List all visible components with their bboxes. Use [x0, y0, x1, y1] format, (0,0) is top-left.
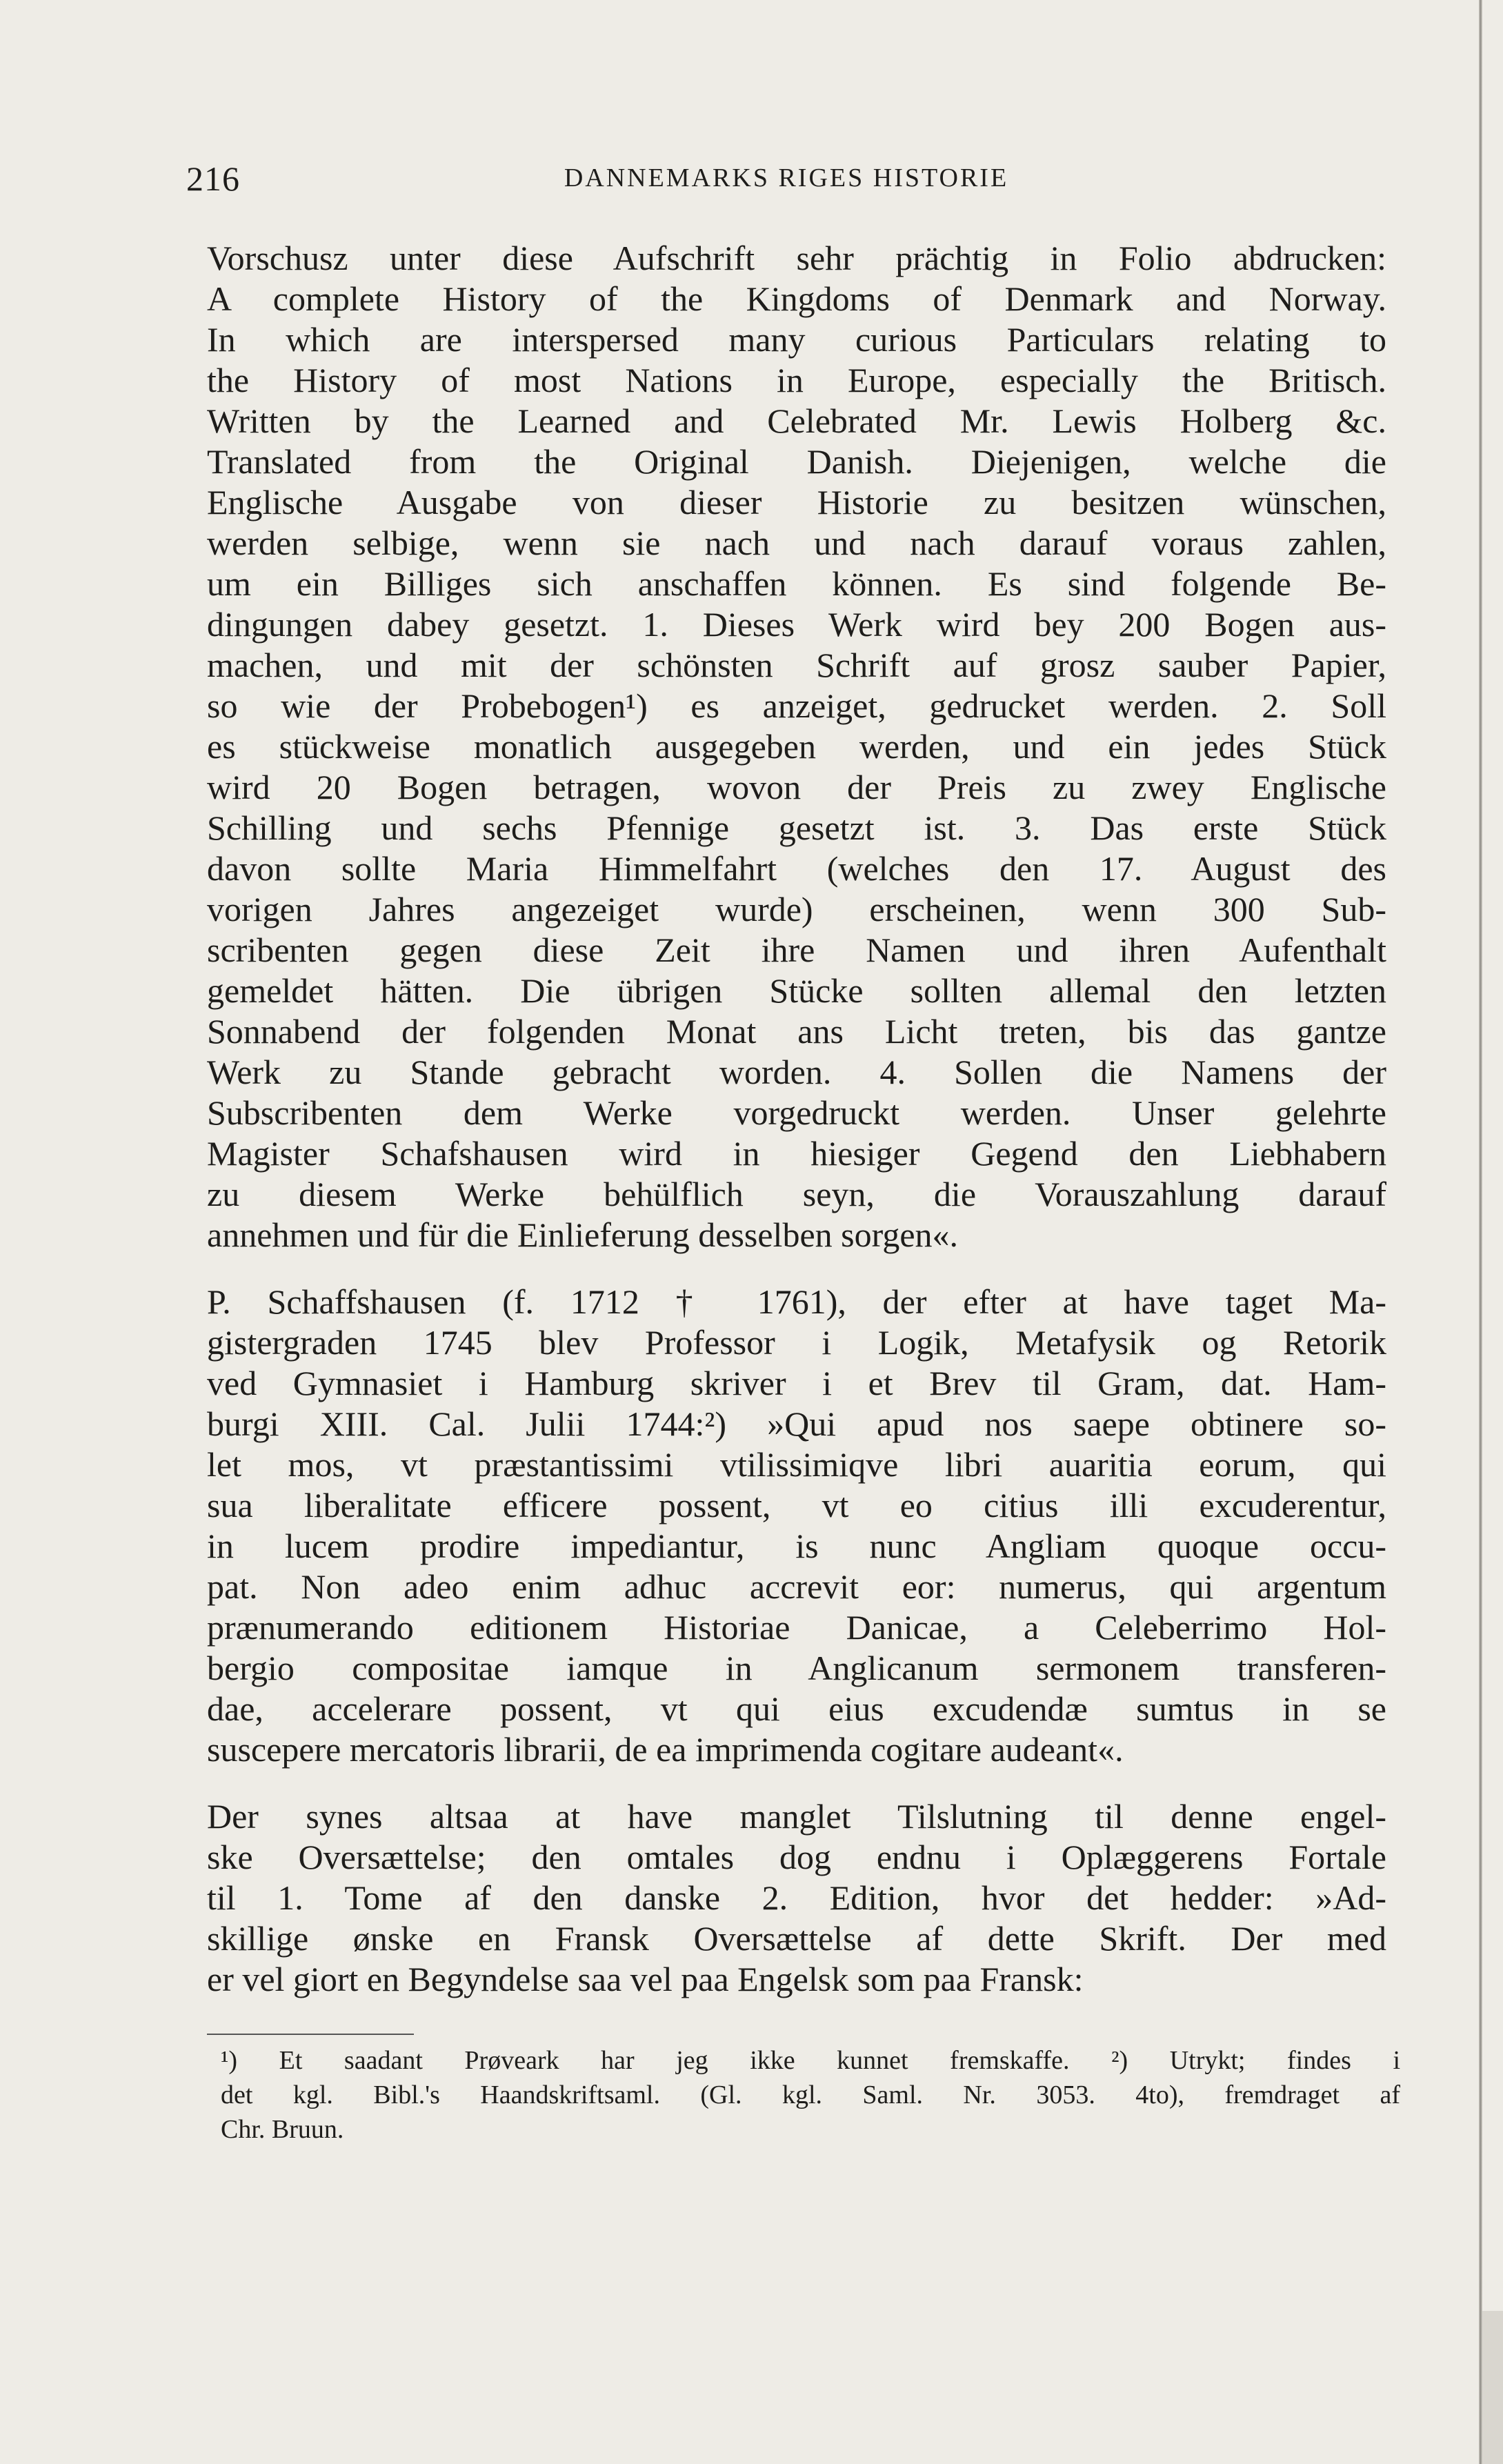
text-line: in lucem prodire impediantur, is nunc Angliam quoque occu-	[207, 1527, 1386, 1565]
paragraph-gap	[207, 1770, 1386, 1796]
text-line: dae, accelerare possent, vt qui eius excudendæ sumtus in se	[207, 1689, 1386, 1728]
text-line: Vorschusz unter diese Aufschrift sehr prächtig in Folio abdrucken:	[207, 239, 1386, 277]
text-line: um ein Billiges sich anschaffen können. Es sind folgende Be-	[207, 564, 1386, 603]
page-header	[186, 159, 1386, 207]
footnotes	[221, 2043, 1400, 2147]
text-line: sua liberalitate efficere possent, vt eo citius illi excuderentur,	[207, 1486, 1386, 1524]
text-line: let mos, vt præstantissimi vtilissimiqve libri auaritia eorum, qui	[207, 1445, 1386, 1484]
paragraph-gap	[207, 1255, 1386, 1282]
footnote-line: ¹) Et saadant Prøveark har jeg ikke kunnet fremskaffe. ²) Utrykt; findes i	[221, 2046, 1400, 2075]
text-line: vorigen Jahres angezeiget wurde) erscheinen, wenn 300 Sub-	[207, 890, 1386, 928]
text-line: zu diesem Werke behülflich seyn, die Vorauszahlung darauf	[207, 1175, 1386, 1213]
text-line: til 1. Tome af den danske 2. Edition, hvor det hedder: »Ad-	[207, 1878, 1386, 1917]
text-line: es stückweise monatlich ausgegeben werden, und ein jedes Stück	[207, 727, 1386, 766]
page-edge-shadow	[1479, 0, 1482, 2464]
body-text	[207, 238, 1386, 2000]
text-line: In which are interspersed many curious Particulars relating to	[207, 320, 1386, 359]
text-line: Subscribenten dem Werke vorgedruckt werden. Unser gelehrte	[207, 1093, 1386, 1132]
text-line: burgi XIII. Cal. Julii 1744:²) »Qui apud nos saepe obtinere so-	[207, 1404, 1386, 1443]
text-line: P. Schaffshausen (f. 1712 † 1761), der efter at have taget Ma-	[207, 1282, 1386, 1321]
text-line: scribenten gegen diese Zeit ihre Namen und ihren Aufenthalt	[207, 931, 1386, 969]
page-edge-strip	[1482, 2311, 1503, 2464]
text-line: ske Oversættelse; den omtales dog endnu i Oplæggerens Fortale	[207, 1838, 1386, 1876]
text-line: Der synes altsaa at have manglet Tilslutning til denne engel-	[207, 1797, 1386, 1836]
text-line: Magister Schafshausen wird in hiesiger Gegend den Liebhabern	[207, 1134, 1386, 1173]
running-title: DANNEMARKS RIGES HISTORIE	[564, 163, 1009, 192]
text-line: Werk zu Stande gebracht worden. 4. Sollen die Namens der	[207, 1053, 1386, 1091]
text-line: prænumerando editionem Historiae Danicae, a Celeberrimo Hol-	[207, 1608, 1386, 1647]
paragraph	[207, 238, 1386, 1255]
text-line: the History of most Nations in Europe, especially the Britisch.	[207, 361, 1386, 399]
text-line: A complete History of the Kingdoms of Denmark and Norway.	[207, 279, 1386, 318]
text-line: suscepere mercatoris librarii, de ea imprimenda cogitare audeant«.	[207, 1730, 1124, 1769]
text-line: dingungen dabey gesetzt. 1. Dieses Werk wird bey 200 Bogen aus-	[207, 605, 1386, 644]
paragraph	[207, 1796, 1386, 2000]
footnote-line: det kgl. Bibl.'s Haandskriftsaml. (Gl. kgl. Saml. Nr. 3053. 4to), fremdraget af	[221, 2080, 1400, 2109]
text-line: er vel giort en Begyndelse saa vel paa Engelsk som paa Fransk:	[207, 1960, 1084, 1998]
text-line: bergio compositae iamque in Anglicanum sermonem transferen-	[207, 1649, 1386, 1687]
footnote-line: Chr. Bruun.	[221, 2115, 344, 2144]
text-line: machen, und mit der schönsten Schrift auf grosz sauber Papier,	[207, 646, 1386, 684]
paragraph	[207, 1282, 1386, 1770]
text-line: gemeldet hätten. Die übrigen Stücke sollten allemal den letzten	[207, 971, 1386, 1010]
text-line: pat. Non adeo enim adhuc accrevit eor: numerus, qui argentum	[207, 1567, 1386, 1606]
footnote-rule	[207, 2034, 414, 2035]
text-line: wird 20 Bogen betragen, wovon der Preis zu zwey Englische	[207, 768, 1386, 806]
text-line: ved Gymnasiet i Hamburg skriver i et Brev til Gram, dat. Ham-	[207, 1364, 1386, 1402]
text-line: Englische Ausgabe von dieser Historie zu besitzen wünschen,	[207, 483, 1386, 521]
page-number: 216	[186, 159, 240, 198]
text-line: skillige ønske en Fransk Oversættelse af dette Skrift. Der med	[207, 1919, 1386, 1958]
text-line: gistergraden 1745 blev Professor i Logik, Metafysik og Retorik	[207, 1323, 1386, 1362]
text-line: werden selbige, wenn sie nach und nach darauf voraus zahlen,	[207, 524, 1386, 562]
text-line: annehmen und für die Einlieferung desselben sorgen«.	[207, 1215, 959, 1254]
text-line: Written by the Learned and Celebrated Mr. Lewis Holberg &c.	[207, 401, 1386, 440]
text-line: Translated from the Original Danish. Diejenigen, welche die	[207, 442, 1386, 481]
text-line: so wie der Probebogen¹) es anzeiget, gedrucket werden. 2. Soll	[207, 686, 1386, 725]
text-line: davon sollte Maria Himmelfahrt (welches den 17. August des	[207, 849, 1386, 888]
text-line: Schilling und sechs Pfennige gesetzt ist. 3. Das erste Stück	[207, 808, 1386, 847]
text-line: Sonnabend der folgenden Monat ans Licht treten, bis das gantze	[207, 1012, 1386, 1051]
